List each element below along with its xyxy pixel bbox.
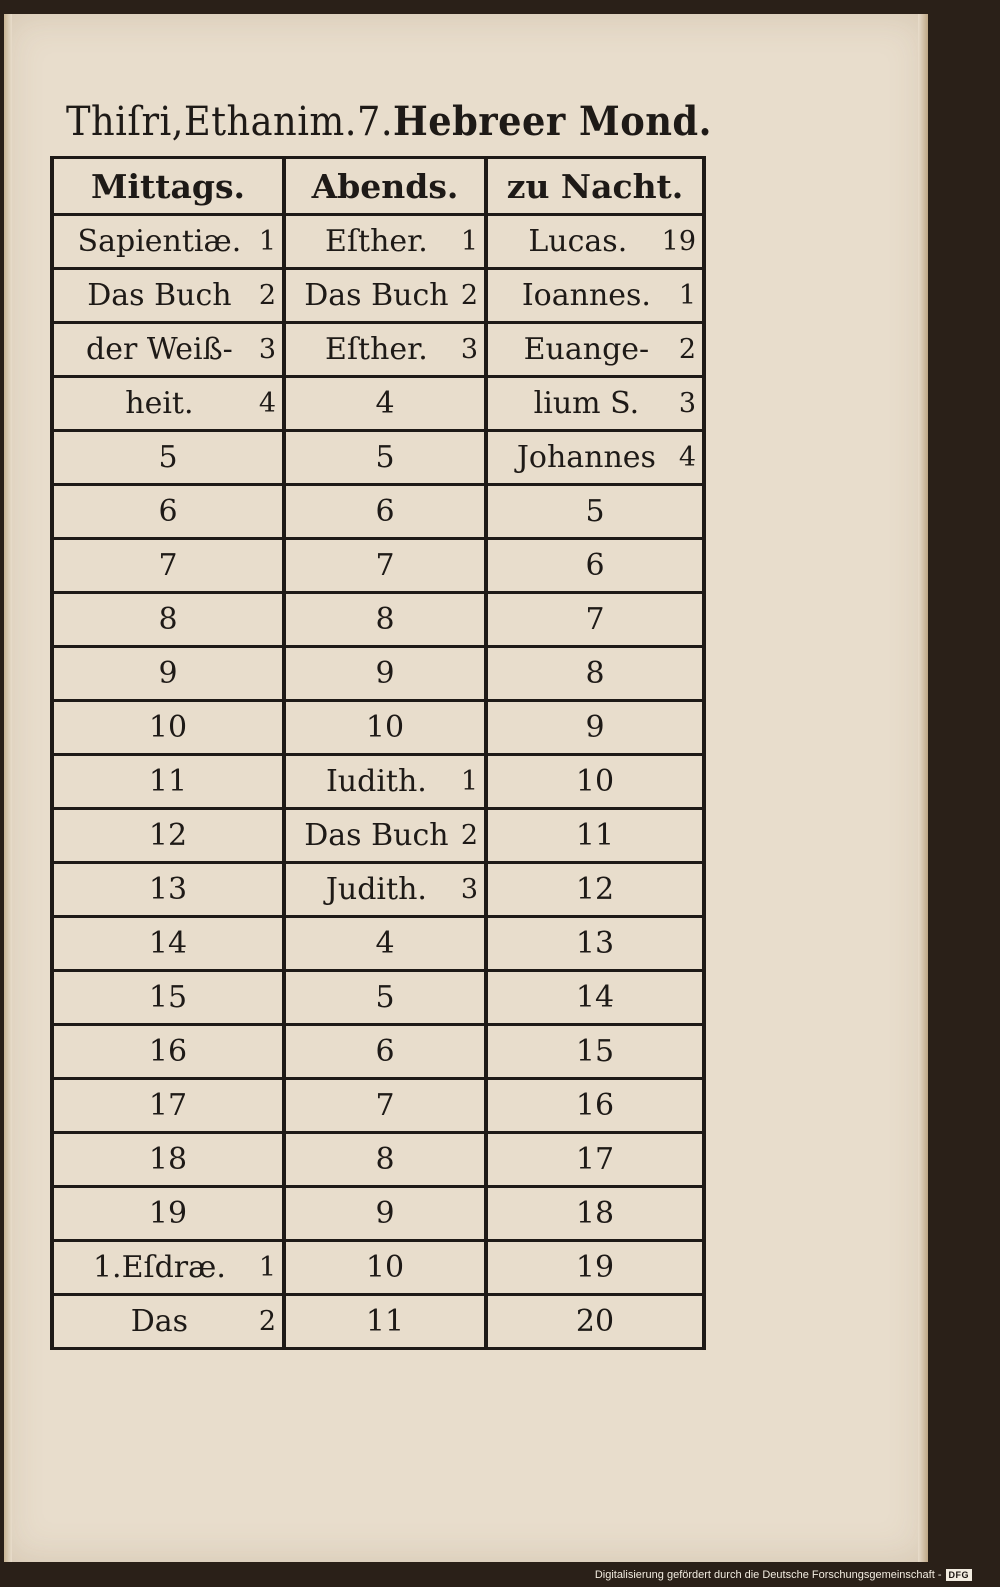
- dfg-logo: DFG: [946, 1569, 973, 1581]
- cell-chapter-number: 3: [258, 334, 276, 365]
- table-cell-mittags: [52, 809, 284, 863]
- cell-reading-label: 15: [575, 1034, 615, 1069]
- table-cell-mittags: [52, 971, 284, 1025]
- cell-reading-label: 11: [365, 1304, 405, 1339]
- cell-content: [292, 1034, 478, 1069]
- cell-content: [292, 440, 478, 475]
- table-row: [52, 1079, 704, 1133]
- credit-text: Digitalisierung gefördert durch die Deutsche Forschungsgemeinschaft -: [594, 1569, 942, 1581]
- table-row: [52, 809, 704, 863]
- table-row: [52, 377, 704, 431]
- table-cell-zu-nacht: [486, 269, 704, 323]
- cell-reading-label: heit.: [125, 386, 194, 421]
- cell-content: [60, 386, 276, 421]
- table-cell-mittags: [52, 593, 284, 647]
- cell-reading-label: Ioannes.: [521, 278, 651, 313]
- cell-reading-label: 10: [148, 710, 188, 745]
- cell-reading-label: 7: [585, 602, 605, 637]
- header-row: [52, 158, 704, 215]
- table-cell-mittags: [52, 863, 284, 917]
- cell-reading-label: 18: [575, 1196, 615, 1231]
- cell-chapter-number: 3: [460, 334, 478, 365]
- cell-reading-label: 5: [585, 494, 605, 529]
- cell-content: [60, 818, 276, 853]
- cell-content: [60, 764, 276, 799]
- table-cell-mittags: [52, 755, 284, 809]
- cell-reading-label: 18: [148, 1142, 188, 1177]
- cell-reading-label: 19: [575, 1250, 615, 1285]
- cell-content: [494, 494, 696, 529]
- cell-reading-label: Iudith.: [325, 764, 427, 799]
- table-cell-abends: [284, 1241, 486, 1295]
- cell-content: [292, 332, 478, 367]
- cell-reading-label: der Weiß-: [86, 332, 233, 367]
- table-cell-mittags: [52, 431, 284, 485]
- cell-content: [494, 224, 696, 259]
- cell-reading-label: 1.Eſdræ.: [92, 1250, 226, 1285]
- cell-content: [494, 1304, 696, 1339]
- cell-reading-label: 15: [148, 980, 188, 1015]
- cell-chapter-number: 1: [258, 1252, 276, 1283]
- page-edge-shadow: [918, 14, 928, 1562]
- cell-content: [292, 980, 478, 1015]
- cell-chapter-number: 1: [678, 280, 696, 311]
- table-row: [52, 917, 704, 971]
- cell-reading-label: 6: [585, 548, 605, 583]
- table-cell-zu-nacht: [486, 1295, 704, 1349]
- table-row: [52, 971, 704, 1025]
- cell-reading-label: 8: [375, 1142, 395, 1177]
- table-cell-abends: [284, 1025, 486, 1079]
- table-cell-mittags: [52, 215, 284, 269]
- table-cell-abends: [284, 647, 486, 701]
- cell-content: [60, 1088, 276, 1123]
- table-row: [52, 539, 704, 593]
- table-row: [52, 323, 704, 377]
- table-cell-mittags: [52, 1079, 284, 1133]
- cell-content: [292, 710, 478, 745]
- table-cell-abends: [284, 485, 486, 539]
- cell-content: [292, 1196, 478, 1231]
- cell-content: [494, 1196, 696, 1231]
- cell-content: [494, 1142, 696, 1177]
- table-cell-mittags: [52, 1025, 284, 1079]
- cell-reading-label: 5: [375, 980, 395, 1015]
- cell-content: [292, 1142, 478, 1177]
- cell-reading-label: Eſther.: [325, 332, 428, 367]
- cell-reading-label: 8: [375, 602, 395, 637]
- cell-content: [494, 926, 696, 961]
- table-cell-abends: [284, 755, 486, 809]
- page-gutter-shadow: [4, 14, 12, 1562]
- cell-chapter-number: 2: [678, 334, 696, 365]
- table-cell-mittags: [52, 1295, 284, 1349]
- table-cell-abends: [284, 1187, 486, 1241]
- cell-content: [292, 278, 478, 313]
- table-cell-abends: [284, 1079, 486, 1133]
- table-cell-abends: [284, 269, 486, 323]
- table-cell-zu-nacht: [486, 1241, 704, 1295]
- cell-content: [494, 602, 696, 637]
- cell-reading-label: Johannes: [516, 440, 656, 475]
- cell-content: [494, 1088, 696, 1123]
- cell-content: [494, 1250, 696, 1285]
- cell-chapter-number: 3: [460, 874, 478, 905]
- table-cell-abends: [284, 593, 486, 647]
- cell-reading-label: 6: [375, 494, 395, 529]
- cell-reading-label: 9: [375, 1196, 395, 1231]
- cell-content: [494, 1034, 696, 1069]
- cell-chapter-number: 4: [678, 442, 696, 473]
- table-cell-mittags: [52, 1241, 284, 1295]
- cell-content: [292, 818, 478, 853]
- cell-reading-label: 7: [158, 548, 178, 583]
- cell-reading-label: Das Buch: [87, 278, 232, 313]
- cell-reading-label: 11: [148, 764, 188, 799]
- cell-reading-label: 14: [575, 980, 615, 1015]
- cell-content: [494, 332, 696, 367]
- cell-content: [292, 386, 478, 421]
- table-cell-mittags: [52, 917, 284, 971]
- cell-content: [292, 926, 478, 961]
- table-cell-abends: [284, 701, 486, 755]
- cell-reading-label: 11: [575, 818, 615, 853]
- cell-content: [60, 332, 276, 367]
- cell-content: [494, 656, 696, 691]
- cell-content: [494, 548, 696, 583]
- cell-content: [494, 386, 696, 421]
- cell-reading-label: 7: [375, 1088, 395, 1123]
- cell-reading-label: 14: [148, 926, 188, 961]
- table-row: [52, 647, 704, 701]
- cell-content: [494, 278, 696, 313]
- cell-chapter-number: 19: [661, 226, 696, 257]
- table-cell-abends: [284, 971, 486, 1025]
- table-cell-mittags: [52, 701, 284, 755]
- table-cell-abends: [284, 1133, 486, 1187]
- cell-reading-label: 12: [575, 872, 615, 907]
- cell-reading-label: lium S.: [533, 386, 640, 421]
- table-row: [52, 485, 704, 539]
- cell-chapter-number: 1: [258, 226, 276, 257]
- table-row: [52, 863, 704, 917]
- cell-reading-label: 17: [148, 1088, 188, 1123]
- cell-content: [60, 926, 276, 961]
- cell-reading-label: 10: [365, 710, 405, 745]
- cell-reading-label: Sapientiæ.: [77, 224, 242, 259]
- table-cell-abends: [284, 215, 486, 269]
- table-cell-abends: [284, 539, 486, 593]
- heading-blackletter-part: Hebreer Mond.: [392, 98, 712, 145]
- cell-reading-label: 19: [148, 1196, 188, 1231]
- cell-chapter-number: 1: [460, 766, 478, 797]
- cell-reading-label: 5: [375, 440, 395, 475]
- table-cell-abends: [284, 1295, 486, 1349]
- cell-reading-label: 16: [148, 1034, 188, 1069]
- cell-reading-label: Das Buch: [304, 278, 449, 313]
- cell-chapter-number: 2: [460, 280, 478, 311]
- cell-content: [292, 224, 478, 259]
- cell-reading-label: Das Buch: [304, 818, 449, 853]
- table-cell-zu-nacht: [486, 1025, 704, 1079]
- cell-content: [292, 764, 478, 799]
- cell-content: [60, 1196, 276, 1231]
- table-cell-abends: [284, 323, 486, 377]
- cell-content: [494, 440, 696, 475]
- table-cell-abends: [284, 377, 486, 431]
- table-cell-mittags: [52, 377, 284, 431]
- table-row: [52, 755, 704, 809]
- cell-reading-label: Lucas.: [528, 224, 628, 259]
- cell-reading-label: 13: [148, 872, 188, 907]
- cell-content: [60, 1034, 276, 1069]
- cell-reading-label: 20: [575, 1304, 615, 1339]
- cell-content: [60, 656, 276, 691]
- table-cell-mittags: [52, 539, 284, 593]
- cell-content: [60, 278, 276, 313]
- cell-chapter-number: 2: [258, 1306, 276, 1337]
- cell-content: [60, 548, 276, 583]
- table-cell-zu-nacht: [486, 755, 704, 809]
- heading-roman-part: Thiſri,Ethanim.7.: [66, 99, 393, 145]
- cell-content: [494, 710, 696, 745]
- cell-content: [292, 1304, 478, 1339]
- table-cell-zu-nacht: [486, 917, 704, 971]
- table-cell-abends: [284, 917, 486, 971]
- cell-content: [292, 1250, 478, 1285]
- cell-content: [292, 494, 478, 529]
- cell-content: [60, 710, 276, 745]
- table-row: [52, 1295, 704, 1349]
- reading-calendar-table: [50, 156, 706, 1350]
- cell-content: [60, 224, 276, 259]
- column-header-mittags: Mittags.: [52, 158, 284, 215]
- table-cell-abends: [284, 863, 486, 917]
- cell-reading-label: 4: [375, 926, 395, 961]
- table-body: [52, 215, 704, 1349]
- cell-content: [60, 440, 276, 475]
- cell-content: [494, 872, 696, 907]
- cell-content: [60, 872, 276, 907]
- table-cell-zu-nacht: [486, 539, 704, 593]
- table-cell-zu-nacht: [486, 1079, 704, 1133]
- cell-content: [494, 818, 696, 853]
- table-cell-abends: [284, 809, 486, 863]
- table-cell-zu-nacht: [486, 431, 704, 485]
- digitization-credit: [595, 1569, 972, 1581]
- cell-content: [292, 872, 478, 907]
- cell-reading-label: 13: [575, 926, 615, 961]
- cell-reading-label: 4: [375, 386, 395, 421]
- table-cell-zu-nacht: [486, 971, 704, 1025]
- cell-reading-label: Judith.: [325, 872, 427, 907]
- cell-content: [494, 980, 696, 1015]
- table-cell-mittags: [52, 485, 284, 539]
- cell-reading-label: 6: [158, 494, 178, 529]
- table-cell-zu-nacht: [486, 701, 704, 755]
- cell-reading-label: 10: [365, 1250, 405, 1285]
- cell-reading-label: Euange-: [523, 332, 650, 367]
- cell-content: [292, 602, 478, 637]
- table-cell-mittags: [52, 647, 284, 701]
- cell-reading-label: Das: [130, 1304, 189, 1339]
- cell-content: [292, 548, 478, 583]
- table-row: [52, 1187, 704, 1241]
- table-cell-zu-nacht: [486, 1187, 704, 1241]
- cell-reading-label: 6: [375, 1034, 395, 1069]
- table-cell-abends: [284, 431, 486, 485]
- cell-reading-label: 8: [585, 656, 605, 691]
- cell-chapter-number: 1: [460, 226, 478, 257]
- table-cell-mittags: [52, 269, 284, 323]
- table-cell-mittags: [52, 323, 284, 377]
- table-cell-zu-nacht: [486, 215, 704, 269]
- cell-reading-label: 10: [575, 764, 615, 799]
- cell-content: [292, 1088, 478, 1123]
- cell-reading-label: 12: [148, 818, 188, 853]
- book-page: [4, 14, 928, 1562]
- cell-reading-label: 7: [375, 548, 395, 583]
- cell-reading-label: Eſther.: [325, 224, 428, 259]
- table-cell-zu-nacht: [486, 323, 704, 377]
- cell-content: [60, 1250, 276, 1285]
- table-cell-zu-nacht: [486, 593, 704, 647]
- table-row: [52, 701, 704, 755]
- cell-chapter-number: 2: [460, 820, 478, 851]
- cell-reading-label: 17: [575, 1142, 615, 1177]
- table-row: [52, 269, 704, 323]
- cell-content: [494, 764, 696, 799]
- table-cell-zu-nacht: [486, 485, 704, 539]
- cell-chapter-number: 3: [678, 388, 696, 419]
- column-header-zu-nacht: zu Nacht.: [486, 158, 704, 215]
- cell-content: [60, 494, 276, 529]
- table-cell-mittags: [52, 1187, 284, 1241]
- table-cell-zu-nacht: [486, 377, 704, 431]
- cell-content: [60, 602, 276, 637]
- cell-reading-label: 16: [575, 1088, 615, 1123]
- column-header-abends: Abends.: [284, 158, 486, 215]
- cell-reading-label: 5: [158, 440, 178, 475]
- cell-chapter-number: 4: [258, 388, 276, 419]
- table-cell-zu-nacht: [486, 863, 704, 917]
- table-row: [52, 593, 704, 647]
- cell-reading-label: 9: [585, 710, 605, 745]
- table-row: [52, 1241, 704, 1295]
- cell-chapter-number: 2: [258, 280, 276, 311]
- table-cell-mittags: [52, 1133, 284, 1187]
- table-row: [52, 1025, 704, 1079]
- cell-content: [60, 1142, 276, 1177]
- cell-content: [60, 980, 276, 1015]
- page-heading: [66, 98, 712, 145]
- cell-content: [60, 1304, 276, 1339]
- table-cell-zu-nacht: [486, 647, 704, 701]
- table-row: [52, 431, 704, 485]
- table-cell-zu-nacht: [486, 809, 704, 863]
- cell-reading-label: 9: [375, 656, 395, 691]
- table-row: [52, 215, 704, 269]
- cell-reading-label: 9: [158, 656, 178, 691]
- cell-content: [292, 656, 478, 691]
- table-cell-zu-nacht: [486, 1133, 704, 1187]
- cell-reading-label: 8: [158, 602, 178, 637]
- table-row: [52, 1133, 704, 1187]
